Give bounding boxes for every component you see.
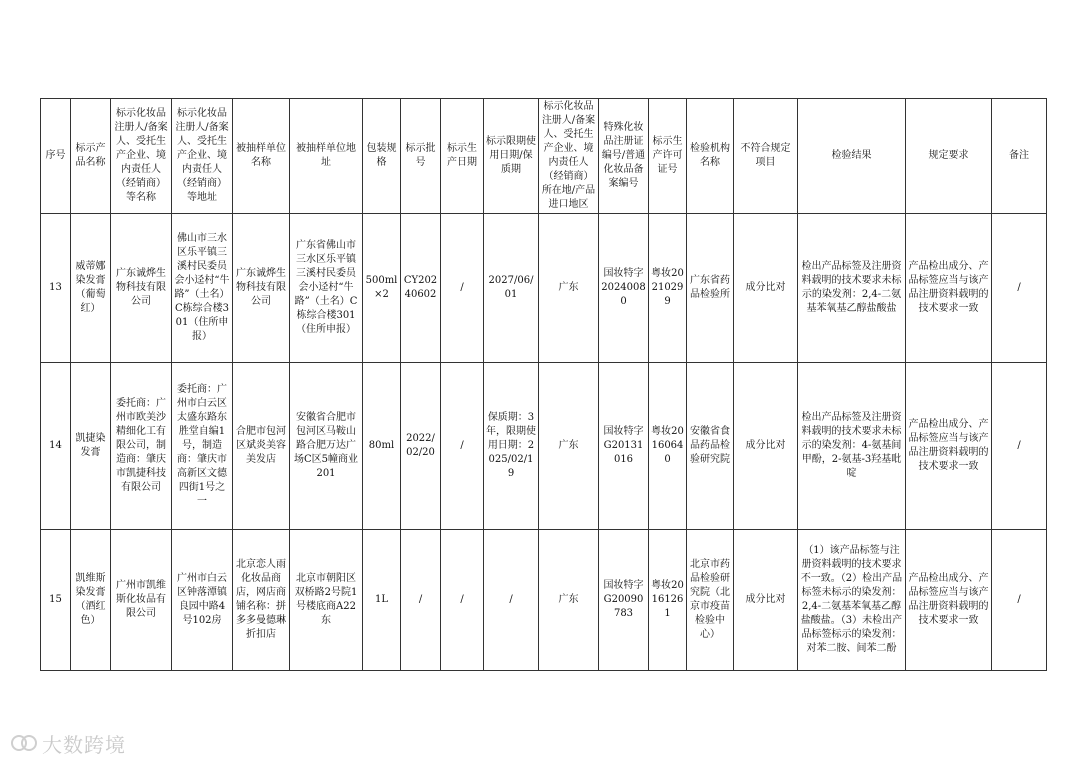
table-cell: / (992, 214, 1047, 363)
column-header: 检验机构名称 (687, 99, 734, 214)
column-header: 标示生产日期 (441, 99, 484, 214)
table-cell: 13 (41, 214, 71, 363)
table-cell: 14 (41, 363, 71, 530)
column-header: 不符合规定项目 (734, 99, 798, 214)
table-cell: 委托商：广州市白云区太盛东路东胜堂自编1号，制造商：肇庆市高新区文德四街1号之一 (172, 363, 233, 530)
table-cell: 产品检出成分、产品标签应当与该产品注册资料载明的技术要求一致 (906, 363, 992, 530)
table-cell: 北京市药品检验研究院（北京市疫苗检验中心） (687, 530, 734, 671)
column-header: 标示化妆品注册人/备案人、受托生产企业、境内责任人（经销商）等地址 (172, 99, 233, 214)
table-cell: 广东诚烨生物科技有限公司 (111, 214, 172, 363)
table-cell: 广州市凯维斯化妆品有限公司 (111, 530, 172, 671)
table-cell: 威蒂娜染发膏（葡萄红） (71, 214, 111, 363)
table-cell: 凯维斯染发膏（酒红色） (71, 530, 111, 671)
table-cell: 粤妆20160640 (649, 363, 687, 530)
table-cell: 粤妆20161261 (649, 530, 687, 671)
table-cell: 粤妆20210299 (649, 214, 687, 363)
table-cell: 国妆特字G20090783 (599, 530, 649, 671)
header-row (41, 99, 1047, 214)
table-cell: 80ml (363, 363, 401, 530)
table-cell: 广东省佛山市三水区乐平镇三溪村民委员会小迳村“牛路”（土名）C栋综合楼301（住所申报） (290, 214, 363, 363)
table-cell: 国妆特字20240080 (599, 214, 649, 363)
table-cell: 产品检出成分、产品标签应当与该产品注册资料载明的技术要求一致 (906, 530, 992, 671)
table-cell: 2027/06/01 (484, 214, 539, 363)
table-cell: 检出产品标签及注册资料载明的技术要求未标示的染发剂：2,4-二氨基苯氧基乙醇盐酸盐 (798, 214, 906, 363)
table-cell: 广东省药品检验所 (687, 214, 734, 363)
table-cell: 北京恋人雨化妆品商店，网店商铺名称：拼多多曼德琳折扣店 (233, 530, 290, 671)
table-cell: 成分比对 (734, 363, 798, 530)
table-row (41, 530, 1047, 671)
table-cell: 国妆特字G20131016 (599, 363, 649, 530)
table-cell: / (992, 530, 1047, 671)
table-cell: 15 (41, 530, 71, 671)
table-cell: 1L (363, 530, 401, 671)
table-cell: 检出产品标签及注册资料载明的技术要求未标示的染发剂：4-氨基间甲酚，2-氨基-3羟基吡啶 (798, 363, 906, 530)
table-cell: CY20240602 (401, 214, 441, 363)
table-cell: 保质期：3年，限期使用日期：2025/02/19 (484, 363, 539, 530)
table-cell: / (441, 363, 484, 530)
table-cell: / (992, 363, 1047, 530)
inspection-table (40, 98, 1047, 671)
table-cell: 成分比对 (734, 530, 798, 671)
column-header: 标示化妆品注册人/备案人、受托生产企业、境内责任人（经销商）等名称 (111, 99, 172, 214)
table-cell: 合肥市包河区斌炎美容美发店 (233, 363, 290, 530)
table-cell: 佛山市三水区乐平镇三溪村民委员会小迳村“牛路”（土名）C栋综合楼301（住所申报） (172, 214, 233, 363)
table-cell: 凯捷染发膏 (71, 363, 111, 530)
column-header: 备注 (992, 99, 1047, 214)
column-header: 标示产品名称 (71, 99, 111, 214)
column-header: 标示限期使用日期/保质期 (484, 99, 539, 214)
watermark-text: 大数跨境 (42, 732, 126, 757)
table-row (41, 363, 1047, 530)
table-cell: 成分比对 (734, 214, 798, 363)
watermark (10, 728, 126, 758)
column-header: 检验结果 (798, 99, 906, 214)
table-cell: （1）该产品标签与注册资料载明的技术要求不一致。（2）检出产品标签未标示的染发剂：2,4-二氨基苯氧基乙醇盐酸盐。（3）未检出产品标签标示的染发剂：对苯二胺、间苯二酚 (798, 530, 906, 671)
table-cell: 广州市白云区钟落潭镇良园中路4号102房 (172, 530, 233, 671)
column-header: 被抽样单位名称 (233, 99, 290, 214)
column-header: 标示批号 (401, 99, 441, 214)
column-header: 包装规格 (363, 99, 401, 214)
column-header: 特殊化妆品注册证编号/普通化妆品备案编号 (599, 99, 649, 214)
table-cell: / (484, 530, 539, 671)
table-row (41, 214, 1047, 363)
table-cell: 广东 (539, 530, 599, 671)
table-cell: 北京市朝阳区双桥路2号院1号楼底商A22东 (290, 530, 363, 671)
table-cell: 产品检出成分、产品标签应当与该产品注册资料载明的技术要求一致 (906, 214, 992, 363)
column-header: 序号 (41, 99, 71, 214)
table-cell: / (441, 530, 484, 671)
table-cell: 2022/02/20 (401, 363, 441, 530)
column-header: 被抽样单位地址 (290, 99, 363, 214)
table-cell: / (401, 530, 441, 671)
table-cell: 广东诚烨生物科技有限公司 (233, 214, 290, 363)
column-header: 规定要求 (906, 99, 992, 214)
table-cell: / (441, 214, 484, 363)
table-cell: 安徽省合肥市包河区马鞍山路合肥万达广场C区5幢商业201 (290, 363, 363, 530)
table-cell: 委托商：广州市欧美沙精细化工有限公司，制造商：肇庆市凯捷科技有限公司 (111, 363, 172, 530)
table-cell: 广东 (539, 214, 599, 363)
table-cell: 500ml×2 (363, 214, 401, 363)
table-cell: 广东 (539, 363, 599, 530)
logo-icon (10, 731, 38, 755)
column-header: 标示生产许可证号 (649, 99, 687, 214)
table-cell: 安徽省食品药品检验研究院 (687, 363, 734, 530)
column-header: 标示化妆品注册人/备案人、受托生产企业、境内责任人（经销商）所在地/产品进口地区 (539, 99, 599, 214)
